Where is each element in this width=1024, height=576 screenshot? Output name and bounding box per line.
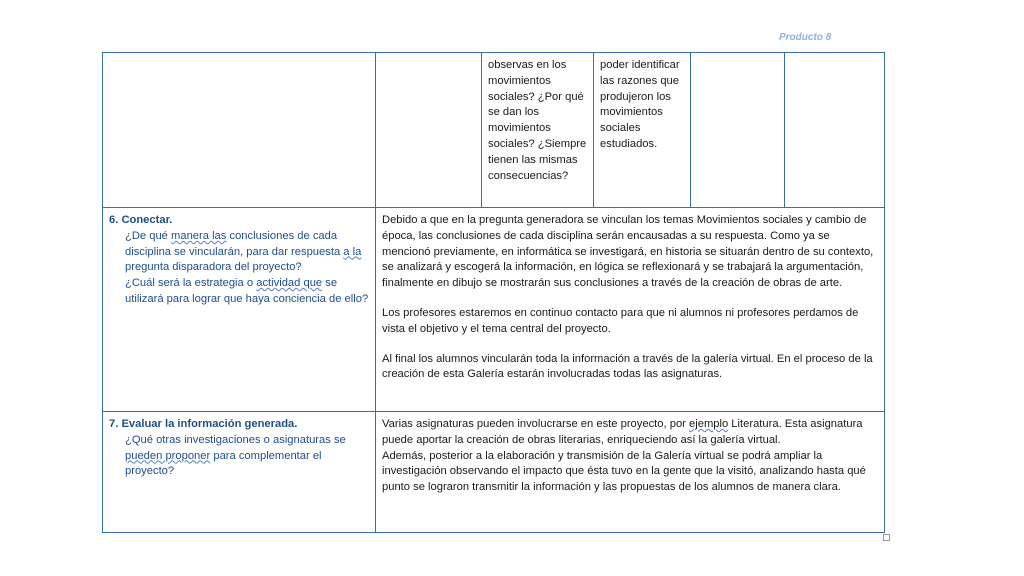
paragraph: Debido a que en la pregunta generadora se vinculan los temas Movimientos sociales y cambio de época, las conclusiones de cada disciplina serán encausadas a su respuesta. Como ya se mencionó previamente, en informática se investigará, en historia se situarán dentro de su contexto, se analizará y escogerá la información, en lógica se reflexionará y se trabajará la argumentación, finalmente en dibujo se mostrarán sus conclusiones a través de la creación de obras de arte. — [382, 214, 874, 290]
table-row — [103, 53, 885, 208]
step-title: 6. Conectar. — [109, 214, 173, 226]
resize-handle[interactable] — [883, 534, 890, 541]
table-cell — [103, 53, 376, 208]
planning-table — [102, 52, 885, 533]
paragraph: Además, posterior a la elaboración y transmisión de la Galería virtual se podrá ampliar la investigación observando el impacto que ésta tuvo en la gente que la visitó, analizando hasta qué punto se lograron transmitir la información y las propuestas de los alumnos de manera clara. — [382, 449, 866, 494]
table-cell — [376, 53, 482, 208]
questions-cell: observas en los movimientos sociales? ¿Por qué se dan los movimientos sociales? ¿Siempre tienen las mismas consecuencias? — [482, 53, 594, 208]
step-title: 7. Evaluar la información generada. — [109, 418, 298, 430]
step-question: ¿De qué manera las conclusiones de cada disciplina se vincularán, para dar respuesta a la pregunta disparadora del proyecto? — [125, 229, 362, 274]
step-cell — [103, 412, 376, 533]
table-row — [103, 208, 885, 412]
response-cell — [376, 208, 885, 412]
step-question: ¿Cuál será la estrategia o actividad que se utilizará para lograr que haya conciencia de ello? — [125, 277, 369, 305]
table-cell — [691, 53, 785, 208]
response-cell — [376, 412, 885, 533]
objective-cell: poder identificar las razones que produjeron los movimientos sociales estudiados. — [594, 53, 691, 208]
step-question: ¿Qué otras investigaciones o asignaturas se pueden proponer para complementar el proyecto? — [125, 433, 346, 478]
paragraph: Los profesores estaremos en continuo contacto para que ni alumnos ni profesores perdamos de vista el objetivo y el tema central del proyecto. — [382, 306, 859, 335]
paragraph: Al final los alumnos vincularán toda la información a través de la galería virtual. En el proceso de la creación de esta Galería estarán involucradas todas las asignaturas. — [382, 352, 873, 381]
paragraph: Varias asignaturas pueden involucrarse en este proyecto, por ejemplo Literatura. Esta asignatura puede aportar la creación de obras literarias, enriqueciendo así la galería virtual. — [382, 418, 863, 446]
product-label: Producto 8 — [779, 32, 832, 43]
table-cell — [785, 53, 885, 208]
step-cell — [103, 208, 376, 412]
table-row — [103, 412, 885, 533]
